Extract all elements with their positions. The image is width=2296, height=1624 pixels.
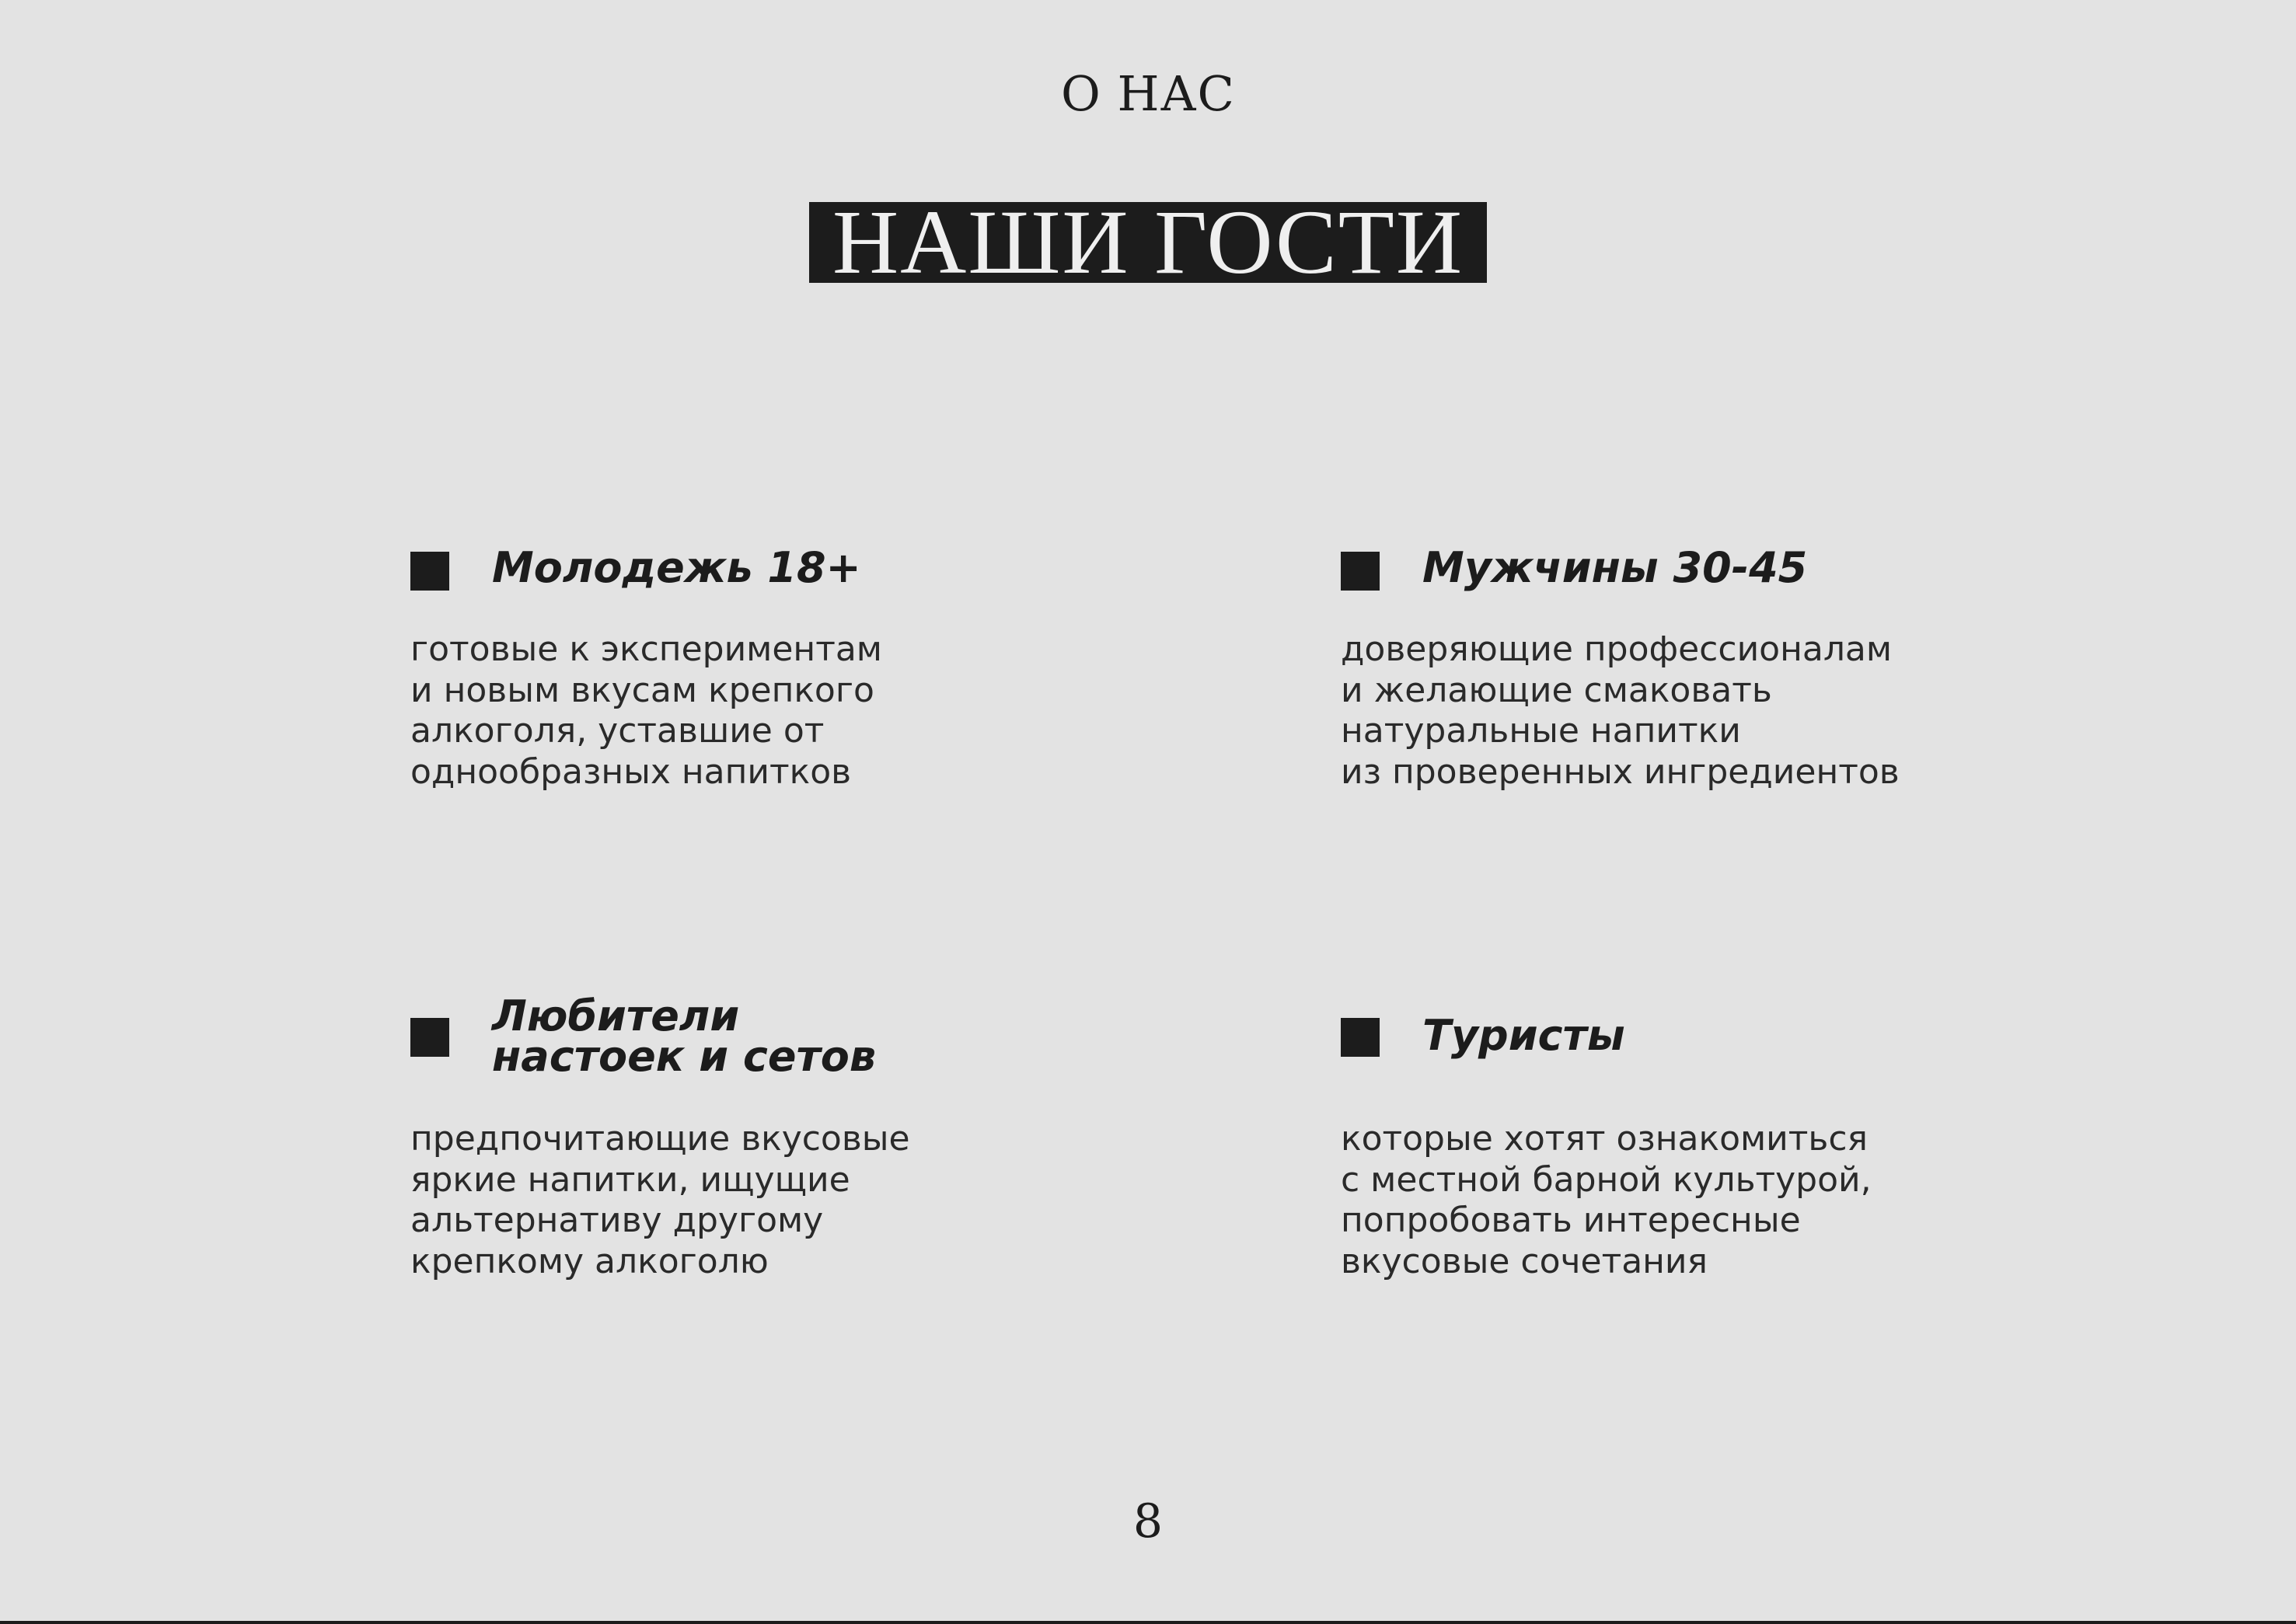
guest-heading: Любители настоек и сетов xyxy=(492,991,877,1081)
guest-description: готовые к экспериментам и новым вкусам крепкого алкоголя, уставшие от однообразных напитков xyxy=(410,629,882,792)
guest-heading: Туристы xyxy=(1422,1011,1625,1060)
bottom-divider xyxy=(0,1621,2296,1624)
square-bullet-icon xyxy=(1341,552,1380,591)
page-number: 8 xyxy=(1132,1494,1164,1549)
guest-description: которые хотят ознакомиться с местной барной культурой, попробовать интересные вкусовые сочетания xyxy=(1341,1119,1872,1281)
guest-description: предпочитающие вкусовые яркие напитки, ищущие альтернативу другому крепкому алкоголю xyxy=(410,1119,910,1281)
guest-description: доверяющие профессионалам и желающие смаковать натуральные напитки из проверенных ингредиентов xyxy=(1341,629,1900,792)
page-title-container xyxy=(0,191,2296,293)
guest-heading: Молодежь 18+ xyxy=(492,543,861,592)
square-bullet-icon xyxy=(1341,1018,1380,1057)
section-label: О НАС xyxy=(1061,65,1235,122)
square-bullet-icon xyxy=(410,1018,449,1057)
page-title: НАШИ ГОСТИ xyxy=(809,202,1487,283)
guest-heading: Мужчины 30-45 xyxy=(1422,543,1808,592)
square-bullet-icon xyxy=(410,552,449,591)
